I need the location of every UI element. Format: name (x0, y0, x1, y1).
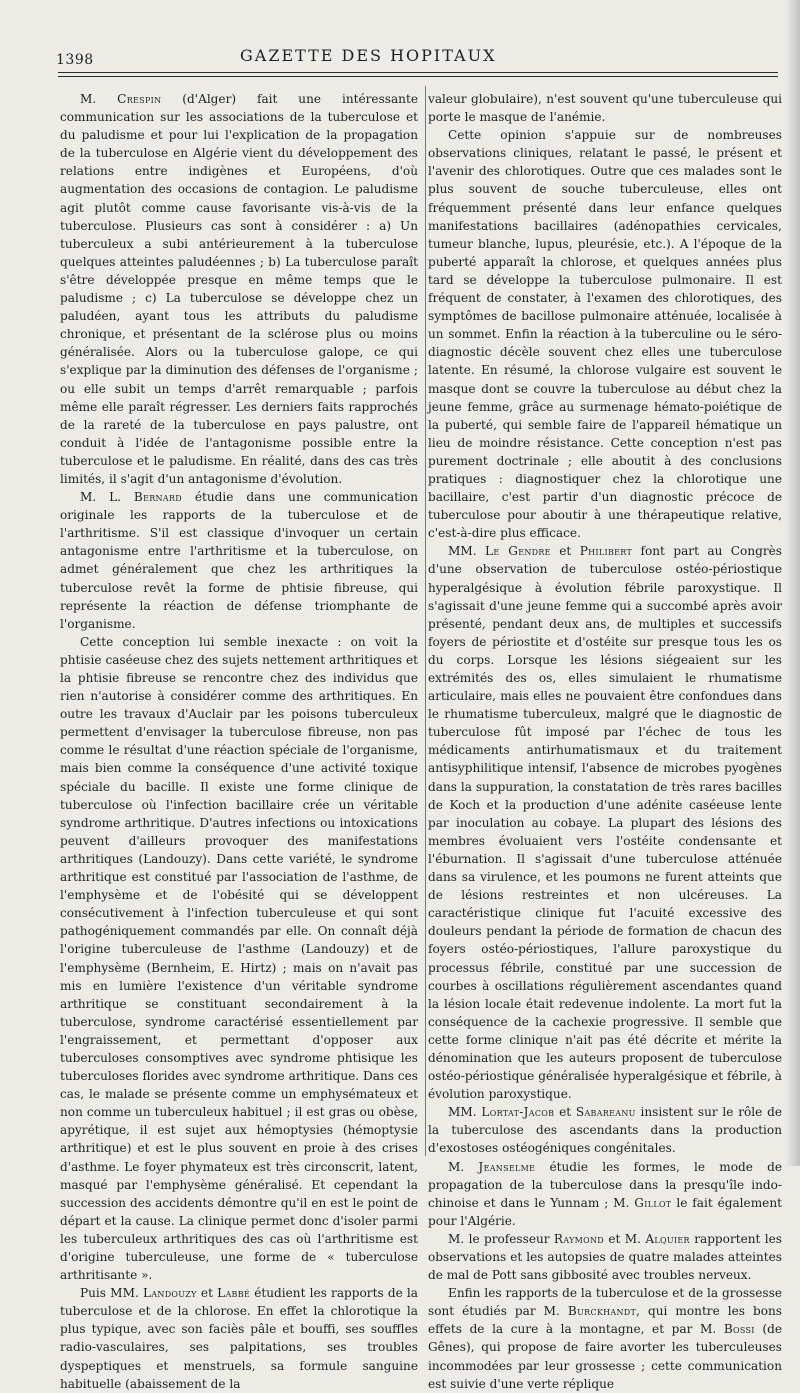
paragraph (428, 90, 782, 126)
author-name: Labbé (217, 1286, 251, 1301)
header-rule-top (58, 72, 778, 73)
author-name: Burckhandt (567, 1304, 637, 1319)
page-number: 1398 (56, 52, 94, 68)
author-name: Bossi (723, 1322, 755, 1337)
paragraph-text: et (196, 1286, 218, 1301)
author-name: Crespin (117, 92, 162, 106)
paragraph-text: , qui montre les bons effets de la cure à la montagne, et par M. (428, 1304, 782, 1337)
paragraph (60, 1284, 418, 1393)
paragraph-text: Cette opinion s'appuie sur de nombreuses observations cliniques, relatant le passé, le présent et l'avenir des chlorotiques. Outre que ces malades sont le plus souvent de souche tuberculeuse, elles ont fréquemment présenté dans leur enfance quelques manifestations bacillaires (adénopathies cervicales, tumeur blanche, lupus, pleurésie, etc.). A l'époque de la puberté apparaît la chlorose, et quelques années plus tard se développe la tuberculose pulmonaire. Il est fréquent de constater, à l'examen des chlorotiques, des symptômes de bacillose pulmonaire atténuée, localisée à un sommet. Enfin la réaction à la tuberculine ou le séro-diagnostic décèle souvent chez elles une tuberculose latente. En résumé, la chlorose vulgaire est souvent le masque dont se couvre la tuberculose au début chez la jeune femme, grâce au surmenage hémato-poiétique de la puberté, qui semble faire de l'appareil hématique un lieu de moindre résistance. Cette conception n'est pas purement doctrinale ; elle aboutit à des conclusions pratiques : diagnostiquer chez la chlorotique une bacillaire, c'est partir d'un diagnostic précoce de tuberculose pour aboutir à une thérapeutique relative, c'est-à-dire plus efficace. (428, 128, 782, 541)
author-name: Jeanselme (478, 1159, 536, 1174)
paragraph-text: étudient les rapports de la tuberculose et de la chlorose. En effet la chlorotique la plus typique, avec son faciès pâle et bouffi, ses souffles radio-vasculaires, ses palpitations, ses troubles dyspeptiques et menstruels, sa formule sanguine habituelle (abaissement de la (60, 1286, 418, 1391)
page-edge-shadow (786, 0, 800, 1166)
right-column (428, 90, 782, 1393)
author-name: Landouzy (142, 1286, 197, 1301)
paragraph-text: Cette conception lui semble inexacte : on voit la phtisie caséeuse chez des sujets nettement arthritiques et la phtisie fibreuse se rencontre chez des individus que rien n'autorise à considérer comme des arthritiques. En outre les travaux d'Auclair par les poisons tuberculeux permettent d'envisager la tuberculose fibreuse, non pas comme le résultat d'une réaction spéciale de l'organisme, mais bien comme la conséquence d'une activité toxique spéciale du bacille. Il existe une forme clinique de tuberculose où l'infection bacillaire crée un véritable syndrome arthritique. D'autres infections ou intoxications peuvent d'ailleurs provoquer des manifestations arthritiques (Landouzy). Dans cette variété, le syndrome arthritique est constitué par l'association de l'asthme, de l'emphysème et de l'obésité qui se développent consécutivement à l'infection tuberculeuse et qui sont pathogéniquement commandés par elle. On connaît déjà l'origine tuberculeuse de l'asthme (Landouzy) et de l'emphysème (Bernheim, E. Hirtz) ; mais on n'avait pas mis en lumière l'existence d'un véritable syndrome arthritique se constituant secondairement à la tuberculose, syndrome caractérisé essentiellement par l'engraissement, et permettant d'opposer aux tuberculoses consomptives avec syndrome phtisique les tuberculoses florides avec syndrome arthritique. Dans ces cas, le malade se présente comme un emphysémateux et non comme un tuberculeux habituel ; il est gras ou obèse, apyrétique, il est sujet aux hémoptysies (hémoptysie arthritique) et est le plus souvent en proie à des crises d'asthme. Le foyer phymateux est très circonscrit, latent, masqué par l'emphysème généralisé. Et cependant la succession des accidents démontre qu'il en est le point de départ et la cause. La clinique permet donc d'isoler parmi les tuberculeux arthritiques des cas où l'arthritisme est d'origine tuberculeuse, une forme de « tuberculose arthritisante ». (60, 634, 418, 1283)
left-column (60, 90, 418, 1393)
paragraph-text: font part au Congrès d'une observation de tuberculose ostéo-périostique hyperalgésique à évolution fébrile paroxystique. Il s'agissait d'une jeune femme qui a succombé après avoir présenté, pendant deux ans, de multiples et successifs foyers de périostite et d'ostéite sur presque tous les os du corps. Lorsque les lésions siégeaient sur les extrémités des os, elles simulaient le rhumatisme articulaire, mais elles ne pouvaient être confondues dans le rhumatisme tuberculeux, malgré que le diagnostic de tuberculose fût imposé par l'échec de tous les médicaments antirhumatismaux et du traitement antisyphilitique intensif, l'absence de microbes pyogènes dans la suppuration, la constatation de très rares bacilles de Koch et la production d'une adénite caséeuse lente par inoculation au cobaye. La plupart des lésions des membres évoluaient vers l'ostéite condensante et l'éburnation. Il s'agissait d'une tuberculose atténuée dans sa virulence, et les poumons ne furent atteints que de lésions restreintes et non ulcéreuses. La caractéristique clinique fut l'acuité excessive des douleurs pendant la période de formation de chacun des foyers ostéo-périostiques, l'allure paroxystique du processus fébrile, constitué par une succession de courbes à oscillations régulièrement ascendantes quand la lésion locale était redevenue indolente. La mort fut la conséquence de la cachexie progressive. Il semble que cette forme clinique n'ait pas été décrite et mérite la dénomination que les auteurs proposent de tuberculose ostéo-périostique généralisée hyperalgésique et fébrile, à évolution paroxystique. (428, 544, 782, 1102)
paragraph (60, 90, 418, 488)
paragraph-text: (de Gênes), qui propose de faire avorter les tuberculeuses incommodées par leur grossesse ; cette communication est suivie d'une verte réplique (428, 1322, 782, 1391)
author-name: Philibert (579, 544, 633, 559)
paragraph-text: et (554, 1105, 576, 1120)
author-name: Sabareanu (575, 1105, 636, 1120)
paragraph-text: et (550, 544, 580, 559)
author-name: Lortat-Jacob (481, 1105, 555, 1120)
paragraph-text: et M. (604, 1231, 646, 1246)
paragraph-text: M. L. (80, 490, 134, 505)
paragraph (428, 542, 782, 1103)
header-rule-bottom (58, 76, 778, 77)
author-name: Gillot (634, 1195, 672, 1210)
paragraph (60, 488, 418, 633)
paragraph-text: rapportent les observations et les autopsies de quatre malades atteintes de mal de Pott sans gibbosité avec troubles nerveux. (428, 1231, 782, 1283)
paragraph-text: étudie les formes, le mode de propagation de la tuberculose dans la presqu'île indo-chinoise et dans le Yunnam ; M. (428, 1159, 782, 1210)
paragraph-text: M. le professeur (448, 1231, 554, 1246)
paragraph-text: MM. (448, 1105, 482, 1120)
paragraph (428, 1103, 782, 1157)
paragraph (428, 1230, 782, 1284)
paragraph-text: M. (80, 92, 118, 106)
paragraph-text: Puis MM. (80, 1286, 143, 1301)
author-name: Bernard (133, 490, 182, 505)
paragraph (428, 126, 782, 542)
paragraph-text: le fait également pour l'Algérie. (428, 1195, 782, 1228)
author-name: Raymond (553, 1231, 605, 1246)
column-separator (425, 86, 426, 1156)
running-head-title: GAZETTE DES HOPITAUX (240, 46, 497, 65)
paragraph-text: étudie dans une communication originale les rapports de la tuberculose et de l'arthritisme. S'il est classique d'invoquer un certain antagonisme entre l'arthritisme et la tuberculose, on admet généralement que chez les arthritiques la tuberculose revêt la forme de phtisie fibreuse, qui représente la réaction de défense triomphante de l'organisme. (60, 490, 418, 631)
author-name: Alquier (645, 1231, 690, 1246)
paragraph-text: insistent sur le rôle de la tuberculose des ascendants dans la production d'exostoses ostéogéniques congénitales. (428, 1105, 782, 1156)
paragraph-text: MM. (448, 544, 486, 559)
author-name: Le Gendre (485, 544, 551, 559)
paragraph (428, 1284, 782, 1393)
paragraph-text: M. (448, 1159, 479, 1174)
paragraph-text: Enfin les rapports de la tuberculose et de la grossesse sont étudiés par M. (428, 1286, 782, 1319)
paragraph-text: valeur globulaire), n'est souvent qu'une tuberculeuse qui porte le masque de l'anémie. (428, 92, 782, 125)
paragraph (428, 1158, 782, 1230)
paragraph (60, 633, 418, 1284)
paragraph-text: (d'Alger) fait une intéressante communication sur les associations de la tuberculose et du paludisme et pour lui l'explication de la propagation de la tuberculose en Algérie vient du développement des relations entre indigènes et Européens, d'où augmentation des occasions de contagion. Le paludisme agit plutôt comme cause favorisante vis-à-vis de la tuberculose. Plusieurs cas sont à considérer : a) Un tuberculeux a subi antérieurement à la tuberculose quelques atteintes paludéennes ; b) La tuberculose paraît s'être développée presque en même temps que le paludisme ; c) La tuberculose se développe chez un paludéen, ayant tous les attributs du paludisme chronique, et présentant de la sclérose plus ou moins généralisée. Alors ou la tuberculose galope, ce qui s'explique par la diminution des défenses de l'organisme ; ou elle subit un temps d'arrêt remarquable ; parfois même elle paraît régresser. Les derniers faits rapprochés de la rareté de la tuberculose en pays palustre, ont conduit à l'idée de l'antagonisme possible entre la tuberculose et le paludisme. En réalité, dans des cas très limités, il s'agit d'un antagonisme d'évolution. (60, 92, 418, 486)
